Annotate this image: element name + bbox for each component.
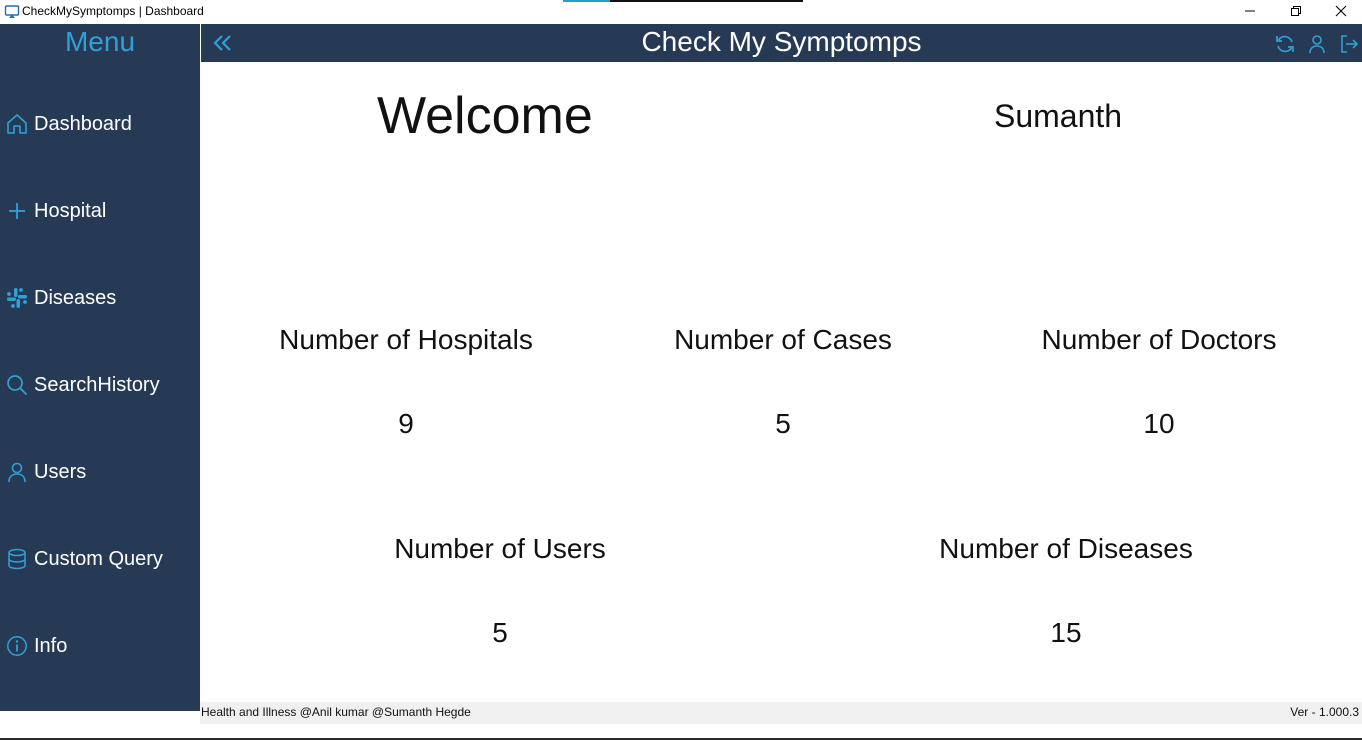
sidebar-item-label: Custom Query	[34, 547, 163, 570]
username-label: Sumanth	[994, 98, 1123, 134]
minimize-button[interactable]	[1227, 0, 1273, 22]
sidebar-item-label: Dashboard	[34, 112, 132, 135]
sidebar-item-custom-query[interactable]	[0, 539, 200, 579]
sidebar-item-label: Info	[34, 634, 68, 657]
refresh-icon	[1274, 33, 1296, 55]
restore-button[interactable]	[1273, 0, 1319, 22]
logout-icon	[1338, 33, 1360, 55]
footer-version: Ver - 1.000.3	[1290, 705, 1359, 719]
footer-bar	[200, 702, 1362, 724]
sidebar-item-dashboard[interactable]	[0, 104, 200, 144]
welcome-heading: Welcome	[377, 87, 593, 145]
info-icon	[6, 635, 28, 657]
sidebar-item-hospital[interactable]	[0, 191, 200, 231]
header-bar	[201, 24, 1362, 62]
sidebar-item-users[interactable]	[0, 452, 200, 492]
sidebar-item-label: Diseases	[34, 286, 117, 309]
stat-label-diseases: Number of Diseases	[939, 533, 1193, 564]
search-icon	[6, 374, 28, 396]
close-button[interactable]	[1318, 0, 1362, 22]
stat-label-hospitals: Number of Hospitals	[279, 324, 533, 355]
sidebar-item-searchhistory[interactable]	[0, 365, 200, 405]
sidebar-item-label: Hospital	[34, 199, 107, 222]
stat-value-diseases: 15	[1050, 617, 1082, 648]
stat-label-cases: Number of Cases	[674, 324, 892, 355]
stat-value-doctors: 10	[1143, 408, 1175, 439]
menu-title: Menu	[64, 26, 136, 57]
minimize-icon	[1244, 5, 1256, 17]
sidebar-item-label: SearchHistory	[34, 373, 160, 396]
sidebar-item-info[interactable]	[0, 626, 200, 666]
profile-button[interactable]	[1306, 33, 1328, 55]
app-icon	[4, 4, 20, 20]
sidebar-item-label: Users	[34, 460, 87, 483]
window-titlebar	[0, 0, 1362, 24]
double-chevron-left-icon	[211, 32, 235, 54]
restore-icon	[1290, 5, 1302, 17]
app-title: Check My Symptomps	[641, 26, 922, 57]
logout-button[interactable]	[1338, 33, 1360, 55]
bottom-spacer	[0, 711, 200, 740]
sidebar	[0, 24, 200, 711]
profile-icon	[1306, 33, 1328, 55]
sidebar-item-diseases[interactable]	[0, 278, 200, 318]
titlebar-accent-line	[563, 0, 803, 2]
database-icon	[6, 548, 28, 570]
close-icon	[1335, 5, 1347, 17]
footer-credits: Health and Illness @Anil kumar @Sumanth Hegde	[201, 705, 471, 719]
stat-label-doctors: Number of Doctors	[1041, 324, 1277, 355]
home-icon	[6, 113, 28, 135]
stat-label-users: Number of Users	[394, 533, 606, 564]
collapse-sidebar-button[interactable]	[211, 32, 235, 54]
stat-value-cases: 5	[775, 408, 791, 439]
stat-value-hospitals: 9	[398, 408, 414, 439]
stat-value-users: 5	[492, 617, 508, 648]
refresh-button[interactable]	[1274, 33, 1296, 55]
user-icon	[6, 461, 28, 483]
slack-icon	[6, 287, 28, 309]
dashboard-content	[201, 62, 1362, 702]
window-title: CheckMySymptomps | Dashboard	[22, 4, 204, 18]
plus-icon	[6, 200, 28, 222]
